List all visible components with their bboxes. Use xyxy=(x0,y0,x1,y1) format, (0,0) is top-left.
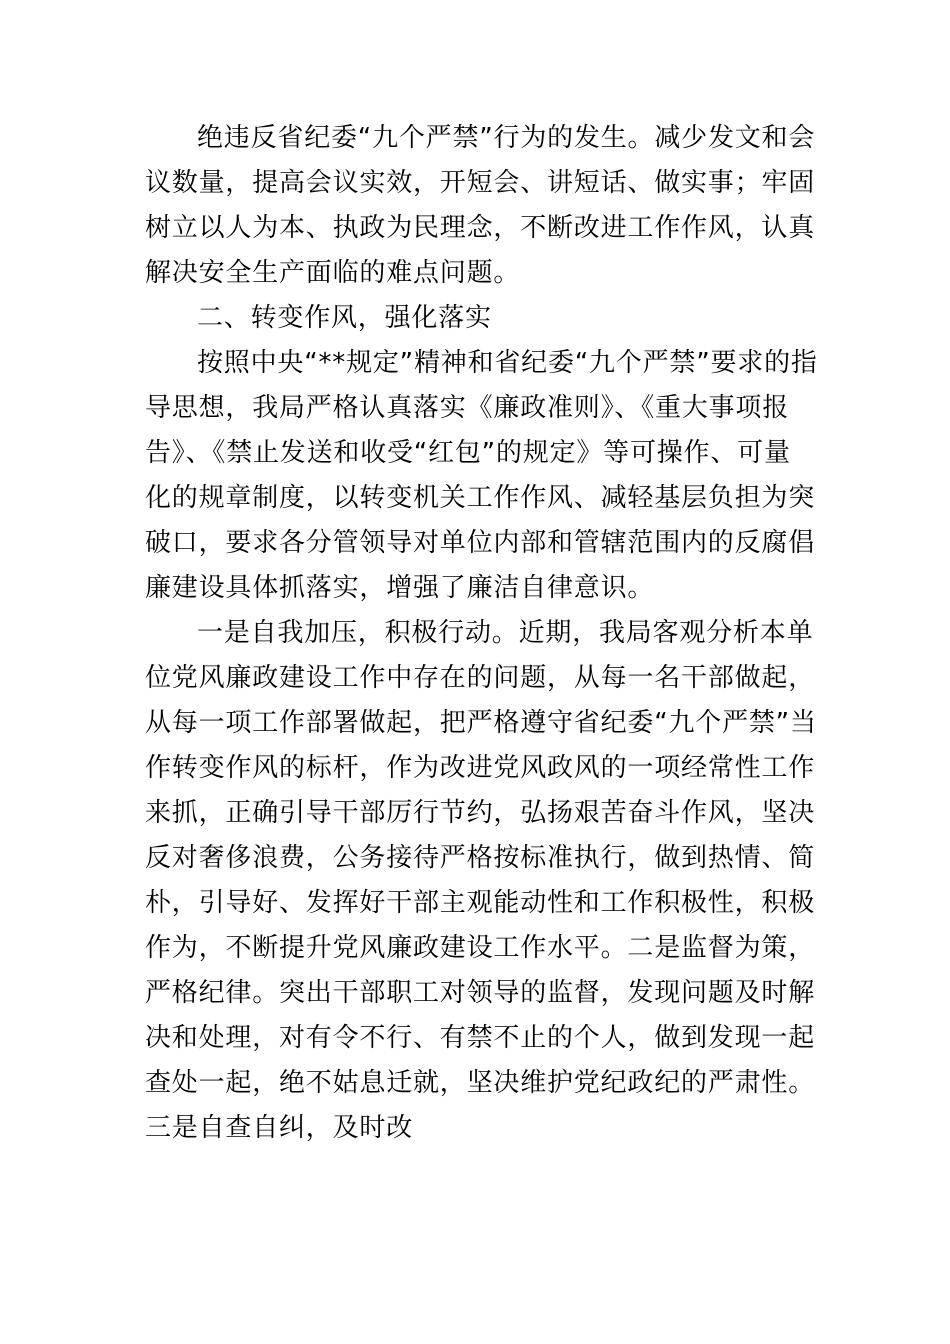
text-line: 决和处理，对有令不行、有禁不止的个人，做到发现一起 xyxy=(145,1023,816,1053)
text-line: 导思想，我局严格认真落实《廉政准则》、《重大事项报 xyxy=(145,393,790,423)
text-line: 告》、《禁止发送和收受“红包”的规定》等可操作、可量 xyxy=(145,438,791,468)
section-heading: 二、转变作风，强化落实 xyxy=(197,303,492,333)
text-line: 议数量，提高会议实效，开短会、讲短话、做实事；牢固 xyxy=(145,168,816,198)
text-line: 破口，要求各分管领导对单位内部和管辖范围内的反腐倡 xyxy=(145,528,816,558)
text-line: 查处一起，绝不姑息迁就，坚决维护党纪政纪的严肃性。 xyxy=(145,1068,816,1098)
text-line: 化的规章制度，以转变机关工作作风、减轻基层负担为突 xyxy=(145,483,816,513)
text-line: 三是自查自纠，及时改 xyxy=(145,1113,414,1143)
text-line: 位党风廉政建设工作中存在的问题，从每一名干部做起， xyxy=(145,663,816,693)
text-line: 从每一项工作部署做起，把严格遵守省纪委“九个严禁”当 xyxy=(145,708,817,738)
text-line: 树立以人为本、执政为民理念，不断改进工作作风，认真 xyxy=(145,213,816,243)
text-line: 反对奢侈浪费，公务接待严格按标准执行，做到热情、简 xyxy=(145,843,816,873)
text-line: 按照中央“**规定”精神和省纪委“九个严禁”要求的指 xyxy=(197,348,818,378)
text-line: 解决安全生产面临的难点问题。 xyxy=(145,258,521,288)
text-line: 一是自我加压，积极行动。近期，我局客观分析本单 xyxy=(197,618,814,648)
text-line: 来抓，正确引导干部厉行节约，弘扬艰苦奋斗作风，坚决 xyxy=(145,798,816,828)
text-line: 朴，引导好、发挥好干部主观能动性和工作积极性，积极 xyxy=(145,888,816,918)
text-line: 作为，不断提升党风廉政建设工作水平。二是监督为策， xyxy=(145,933,816,963)
text-line: 作转变作风的标杆，作为改进党风政风的一项经常性工作 xyxy=(145,753,816,783)
text-line: 严格纪律。突出干部职工对领导的监督，发现问题及时解 xyxy=(145,978,816,1008)
text-line: 廉建设具体抓落实，增强了廉洁自律意识。 xyxy=(145,573,655,603)
text-line: 绝违反省纪委“九个严禁”行为的发生。减少发文和会 xyxy=(197,123,816,153)
